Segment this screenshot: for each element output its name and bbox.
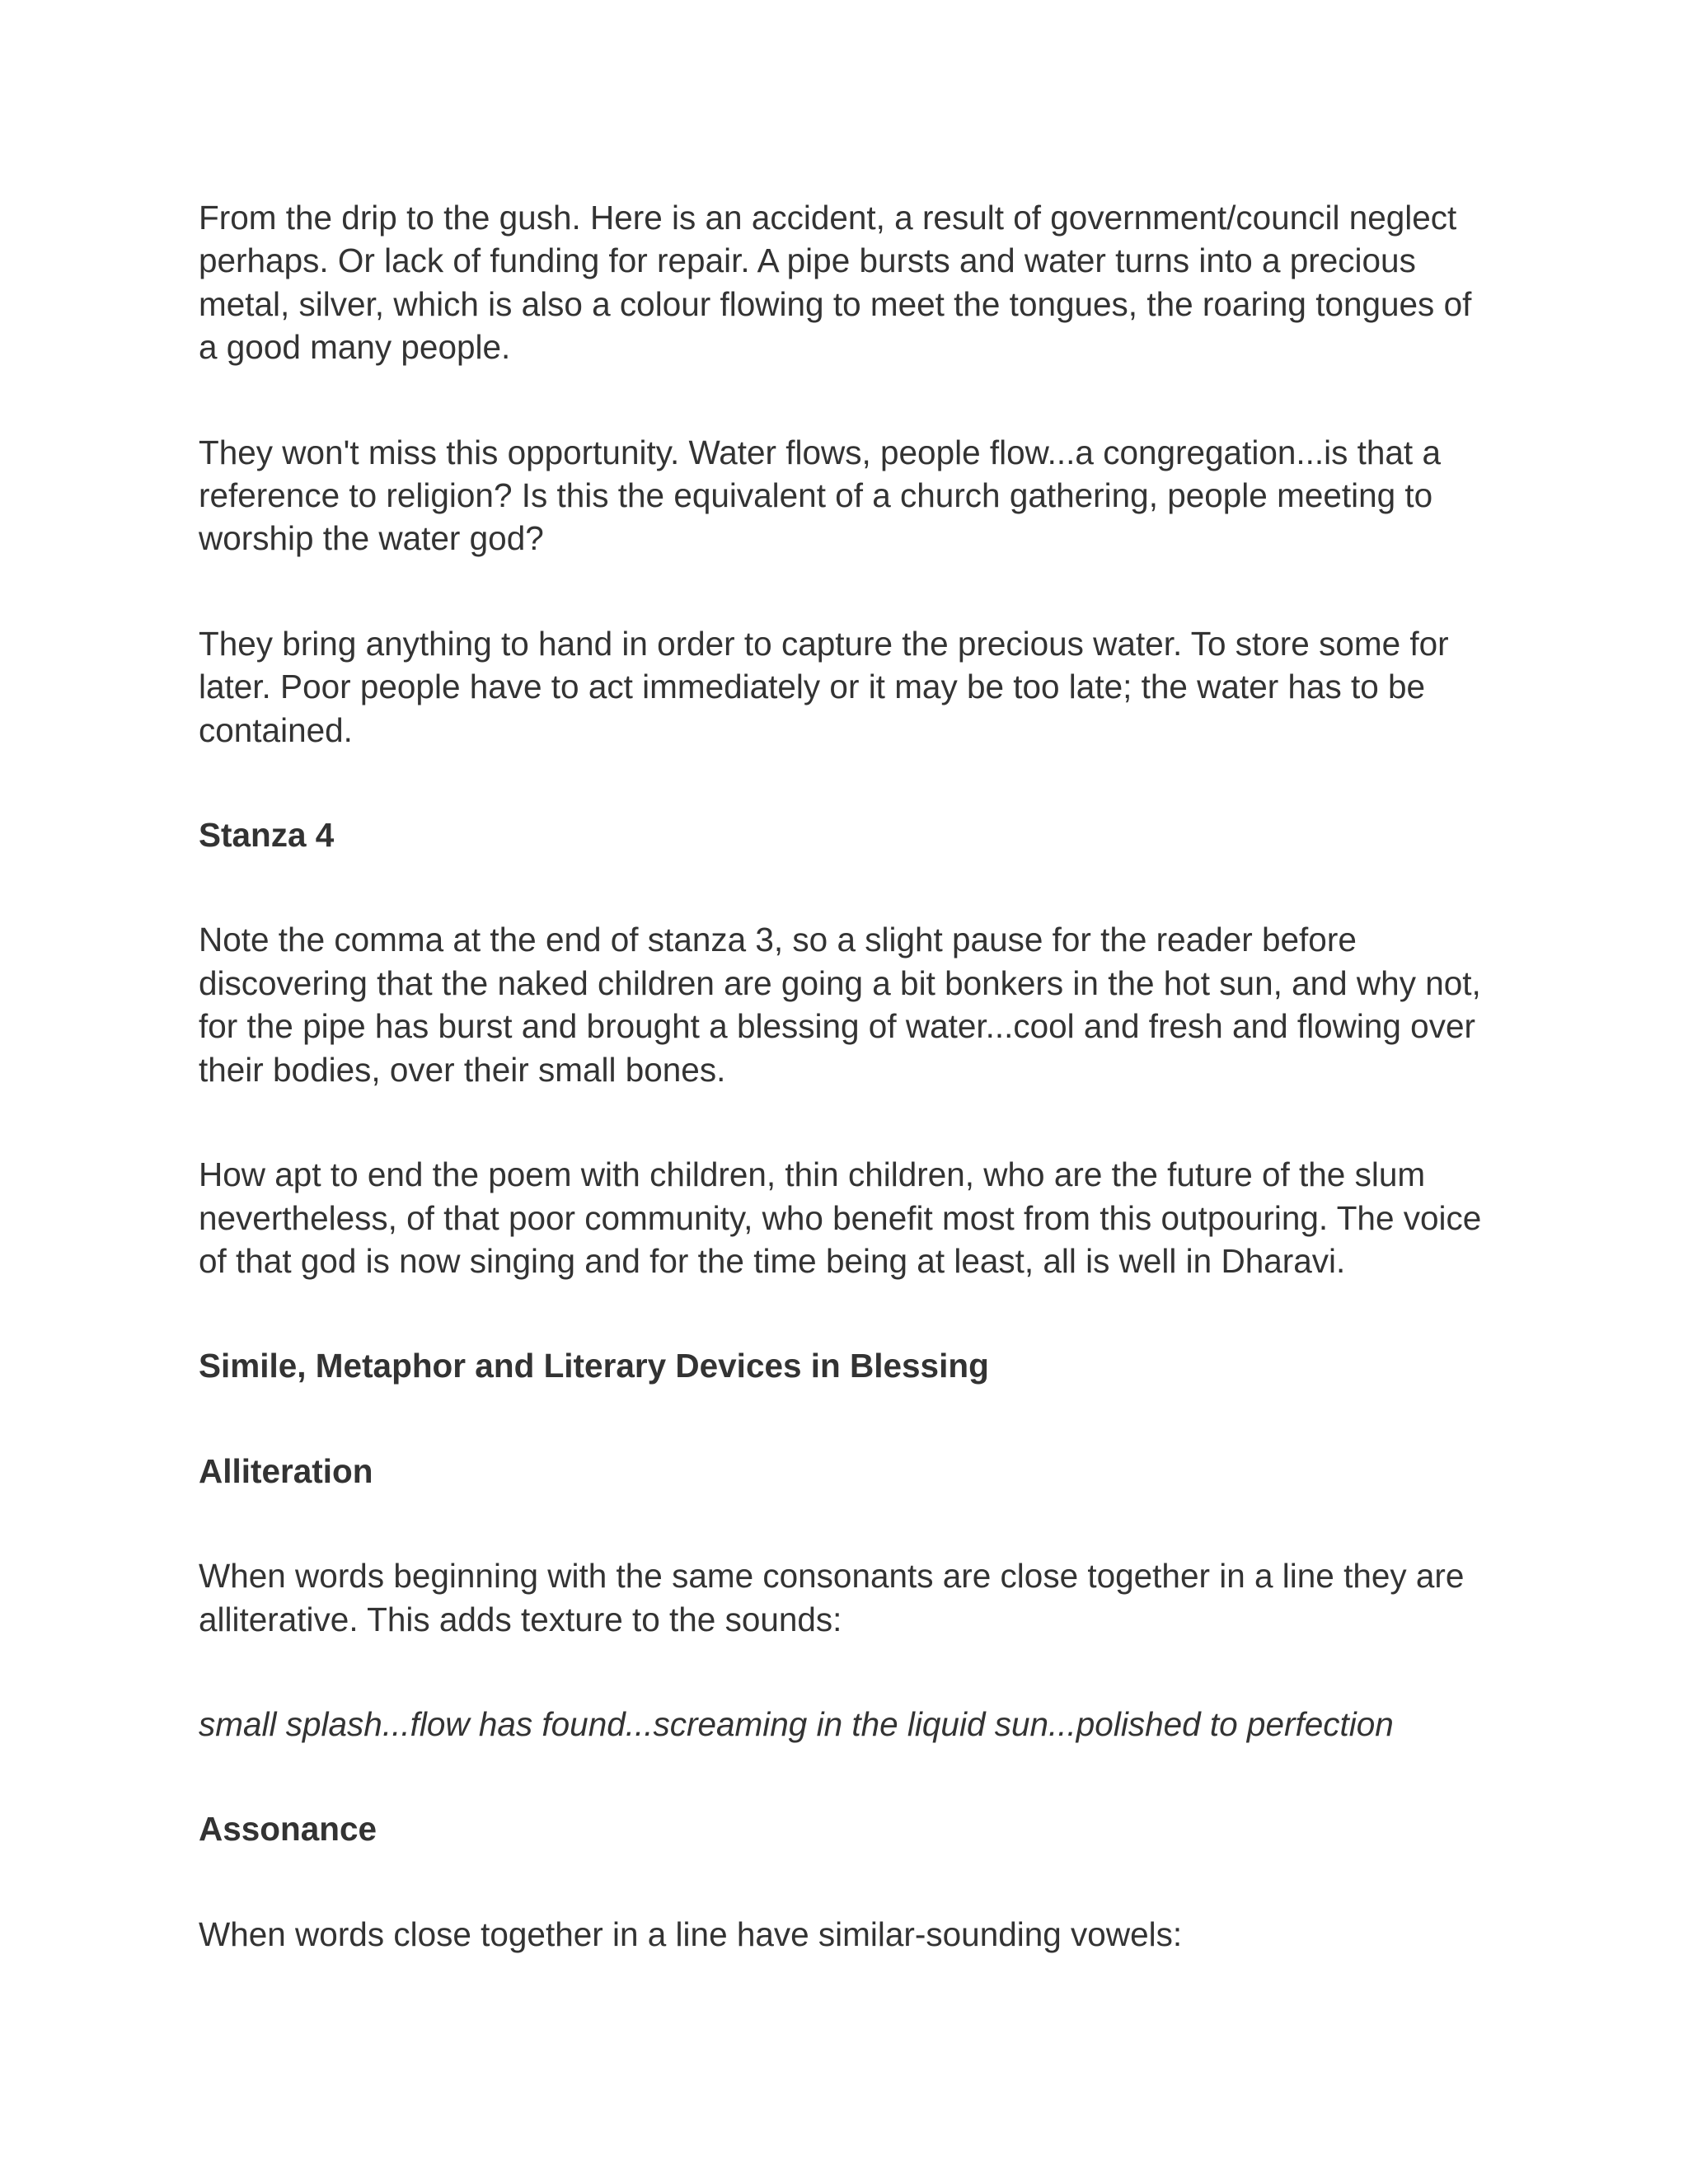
paragraph-alliteration-definition [199, 1554, 1493, 1641]
text-line: later. Poor people have to act immediately or it may be too late; the water has to be [199, 668, 1426, 706]
alliteration-example-quote [199, 1703, 1493, 1746]
heading-literary-devices: Simile, Metaphor and Literary Devices in Blessing [199, 1347, 989, 1385]
text-line: for the pipe has burst and brought a blessing of water...cool and fresh and flowing over [199, 1007, 1475, 1046]
text-line: worship the water god? [199, 519, 544, 558]
text-line: How apt to end the poem with children, thin children, who are the future of the slum [199, 1155, 1426, 1194]
text-line: nevertheless, of that poor community, who benefit most from this outpouring. The voice [199, 1198, 1482, 1237]
heading-assonance: Assonance [199, 1810, 377, 1849]
paragraph-drip-to-gush [199, 196, 1493, 369]
text-line: From the drip to the gush. Here is an accident, a result of government/council neglect [199, 199, 1457, 237]
text-line: a good many people. [199, 328, 511, 367]
paragraph-assonance-definition [199, 1913, 1493, 1956]
paragraph-comma-note [199, 918, 1493, 1091]
text-line: contained. [199, 710, 353, 749]
text-line: metal, silver, which is also a colour flowing to meet the tongues, the roaring tongues of [199, 284, 1472, 323]
text-line: perhaps. Or lack of funding for repair. A pipe bursts and water turns into a precious [199, 241, 1416, 280]
text-line: alliterative. This adds texture to the sounds: [199, 1600, 842, 1638]
text-line: of that god is now singing and for the time being at least, all is well in Dharavi. [199, 1241, 1346, 1280]
text-line: small splash...flow has found...screaming in the liquid sun...polished to perfection [199, 1704, 1394, 1743]
text-line: When words beginning with the same consonants are close together in a line they are [199, 1557, 1465, 1596]
paragraph-opportunity [199, 431, 1493, 560]
text-line: When words close together in a line have similar-sounding vowels: [199, 1915, 1183, 1953]
text-line: their bodies, over their small bones. [199, 1050, 726, 1089]
heading-alliteration: Alliteration [199, 1451, 373, 1490]
paragraph-end-with-children [199, 1153, 1493, 1282]
heading-stanza-4: Stanza 4 [199, 816, 335, 855]
text-line: discovering that the naked children are going a bit bonkers in the hot sun, and why not, [199, 963, 1481, 1002]
text-line: Note the comma at the end of stanza 3, so a slight pause for the reader before [199, 921, 1357, 959]
text-line: They bring anything to hand in order to capture the precious water. To store some for [199, 624, 1449, 663]
paragraph-capture-water [199, 622, 1493, 752]
text-line: reference to religion? Is this the equivalent of a church gathering, people meeting to [199, 476, 1433, 515]
text-line: They won't miss this opportunity. Water flows, people flow...a congregation...is that a [199, 433, 1441, 471]
document-body [199, 196, 1493, 2018]
